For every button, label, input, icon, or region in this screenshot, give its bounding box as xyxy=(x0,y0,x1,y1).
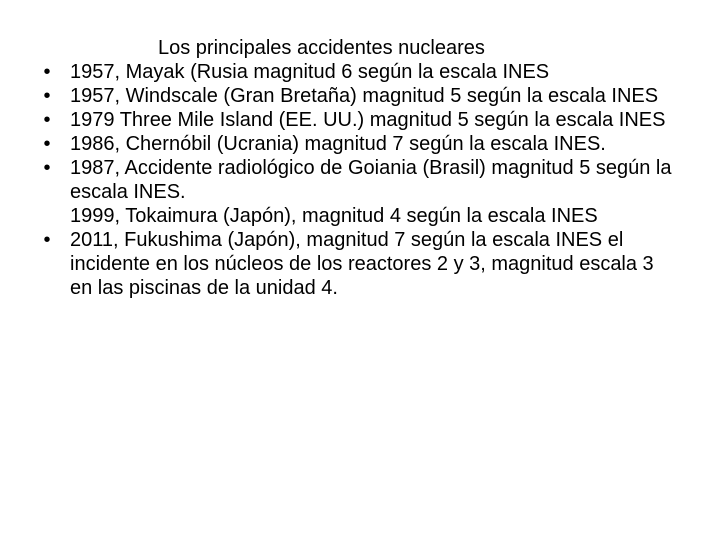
list-item xyxy=(40,108,680,132)
bullet-icon: • xyxy=(43,133,51,155)
bullet-icon: • xyxy=(43,85,51,107)
list-item-text: 1986, Chernóbil (Ucrania) magnitud 7 según la escala INES. xyxy=(70,133,606,155)
list-item xyxy=(40,132,680,156)
list-item-continuation xyxy=(40,204,680,228)
list-item-text: 1957, Windscale (Gran Bretaña) magnitud 5 según la escala INES xyxy=(70,85,659,107)
slide-title: Los principales accidentes nucleares xyxy=(158,37,485,59)
bullet-icon: • xyxy=(43,229,51,251)
list-item xyxy=(40,84,680,108)
list-item-text: 1957, Mayak (Rusia magnitud 6 según la escala INES xyxy=(70,61,550,83)
bullet-icon: • xyxy=(43,61,51,83)
bullet-icon: • xyxy=(43,109,51,131)
list-item xyxy=(40,156,680,204)
bullet-list xyxy=(40,60,680,300)
list-item-text: 1987, Accidente radiológico de Goiania (Brasil) magnitud 5 según la escala INES. xyxy=(70,157,672,203)
list-item-text: 1999, Tokaimura (Japón), magnitud 4 según la escala INES xyxy=(70,205,598,227)
list-item-text: 1979 Three Mile Island (EE. UU.) magnitud 5 según la escala INES xyxy=(70,109,666,131)
slide xyxy=(40,36,680,300)
list-item-text: 2011, Fukushima (Japón), magnitud 7 según la escala INES el incidente en los núcleos de los reactores 2 y 3, magnitud escala 3 en las piscinas de la unidad 4. xyxy=(70,229,654,299)
bullet-icon: • xyxy=(43,157,51,179)
list-item xyxy=(40,60,680,84)
list-item xyxy=(40,228,680,300)
